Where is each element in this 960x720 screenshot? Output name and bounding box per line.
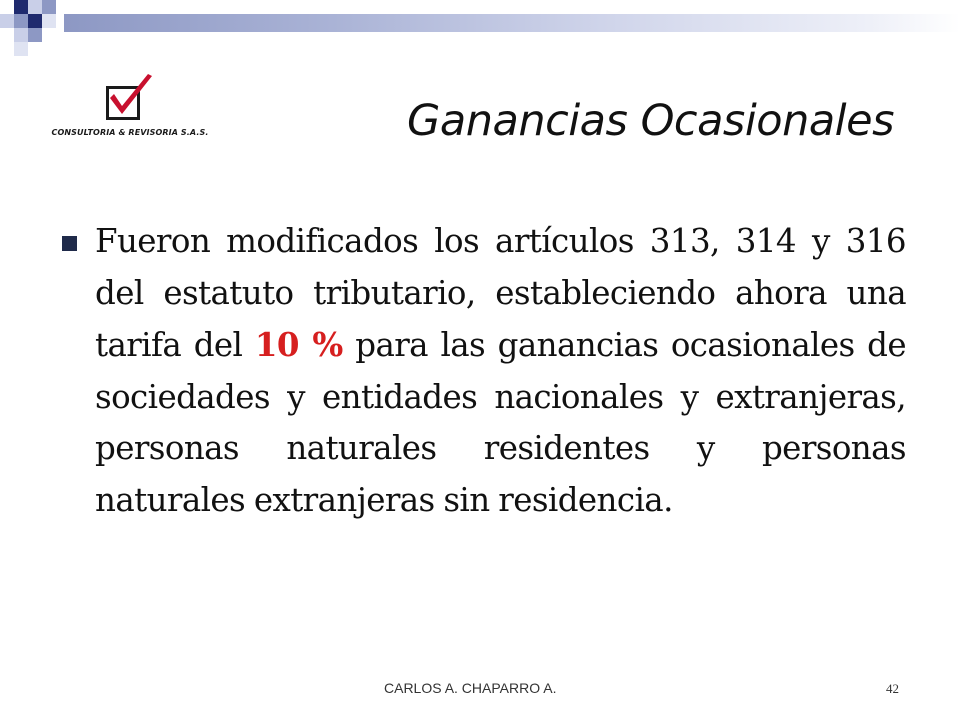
deco-square bbox=[42, 0, 56, 14]
deco-square bbox=[14, 0, 28, 14]
paragraph-text-after: para las ganancias ocasionales de sociedades y entidades nacionales y extranjeras, personas naturales residentes y personas naturales extranjeras sin residencia. bbox=[95, 326, 906, 519]
paragraph-text-before: Fueron modificados los artículos 313, 314 y 316 del estatuto tributario, estableciendo ahora una tarifa del bbox=[95, 222, 906, 364]
company-logo bbox=[40, 74, 220, 144]
deco-square bbox=[14, 14, 28, 28]
deco-square bbox=[14, 42, 28, 56]
body-paragraph bbox=[95, 216, 906, 526]
deco-square bbox=[28, 28, 42, 42]
header-gradient-bar bbox=[64, 14, 960, 32]
square-bullet-icon bbox=[62, 236, 77, 251]
page-number: 42 bbox=[886, 681, 899, 696]
deco-square bbox=[28, 14, 42, 28]
footer-author: CARLOS A. CHAPARRO A. bbox=[384, 680, 557, 696]
deco-square bbox=[14, 28, 28, 42]
deco-square bbox=[0, 14, 14, 28]
logo-text: CONSULTORIA & REVISORIA S.A.S. bbox=[51, 128, 209, 137]
deco-square bbox=[28, 0, 42, 14]
tax-rate-highlight: 10 % bbox=[254, 325, 343, 364]
check-icon bbox=[100, 74, 160, 124]
deco-square bbox=[42, 14, 56, 28]
slide-title: Ganancias Ocasionales bbox=[407, 96, 894, 146]
